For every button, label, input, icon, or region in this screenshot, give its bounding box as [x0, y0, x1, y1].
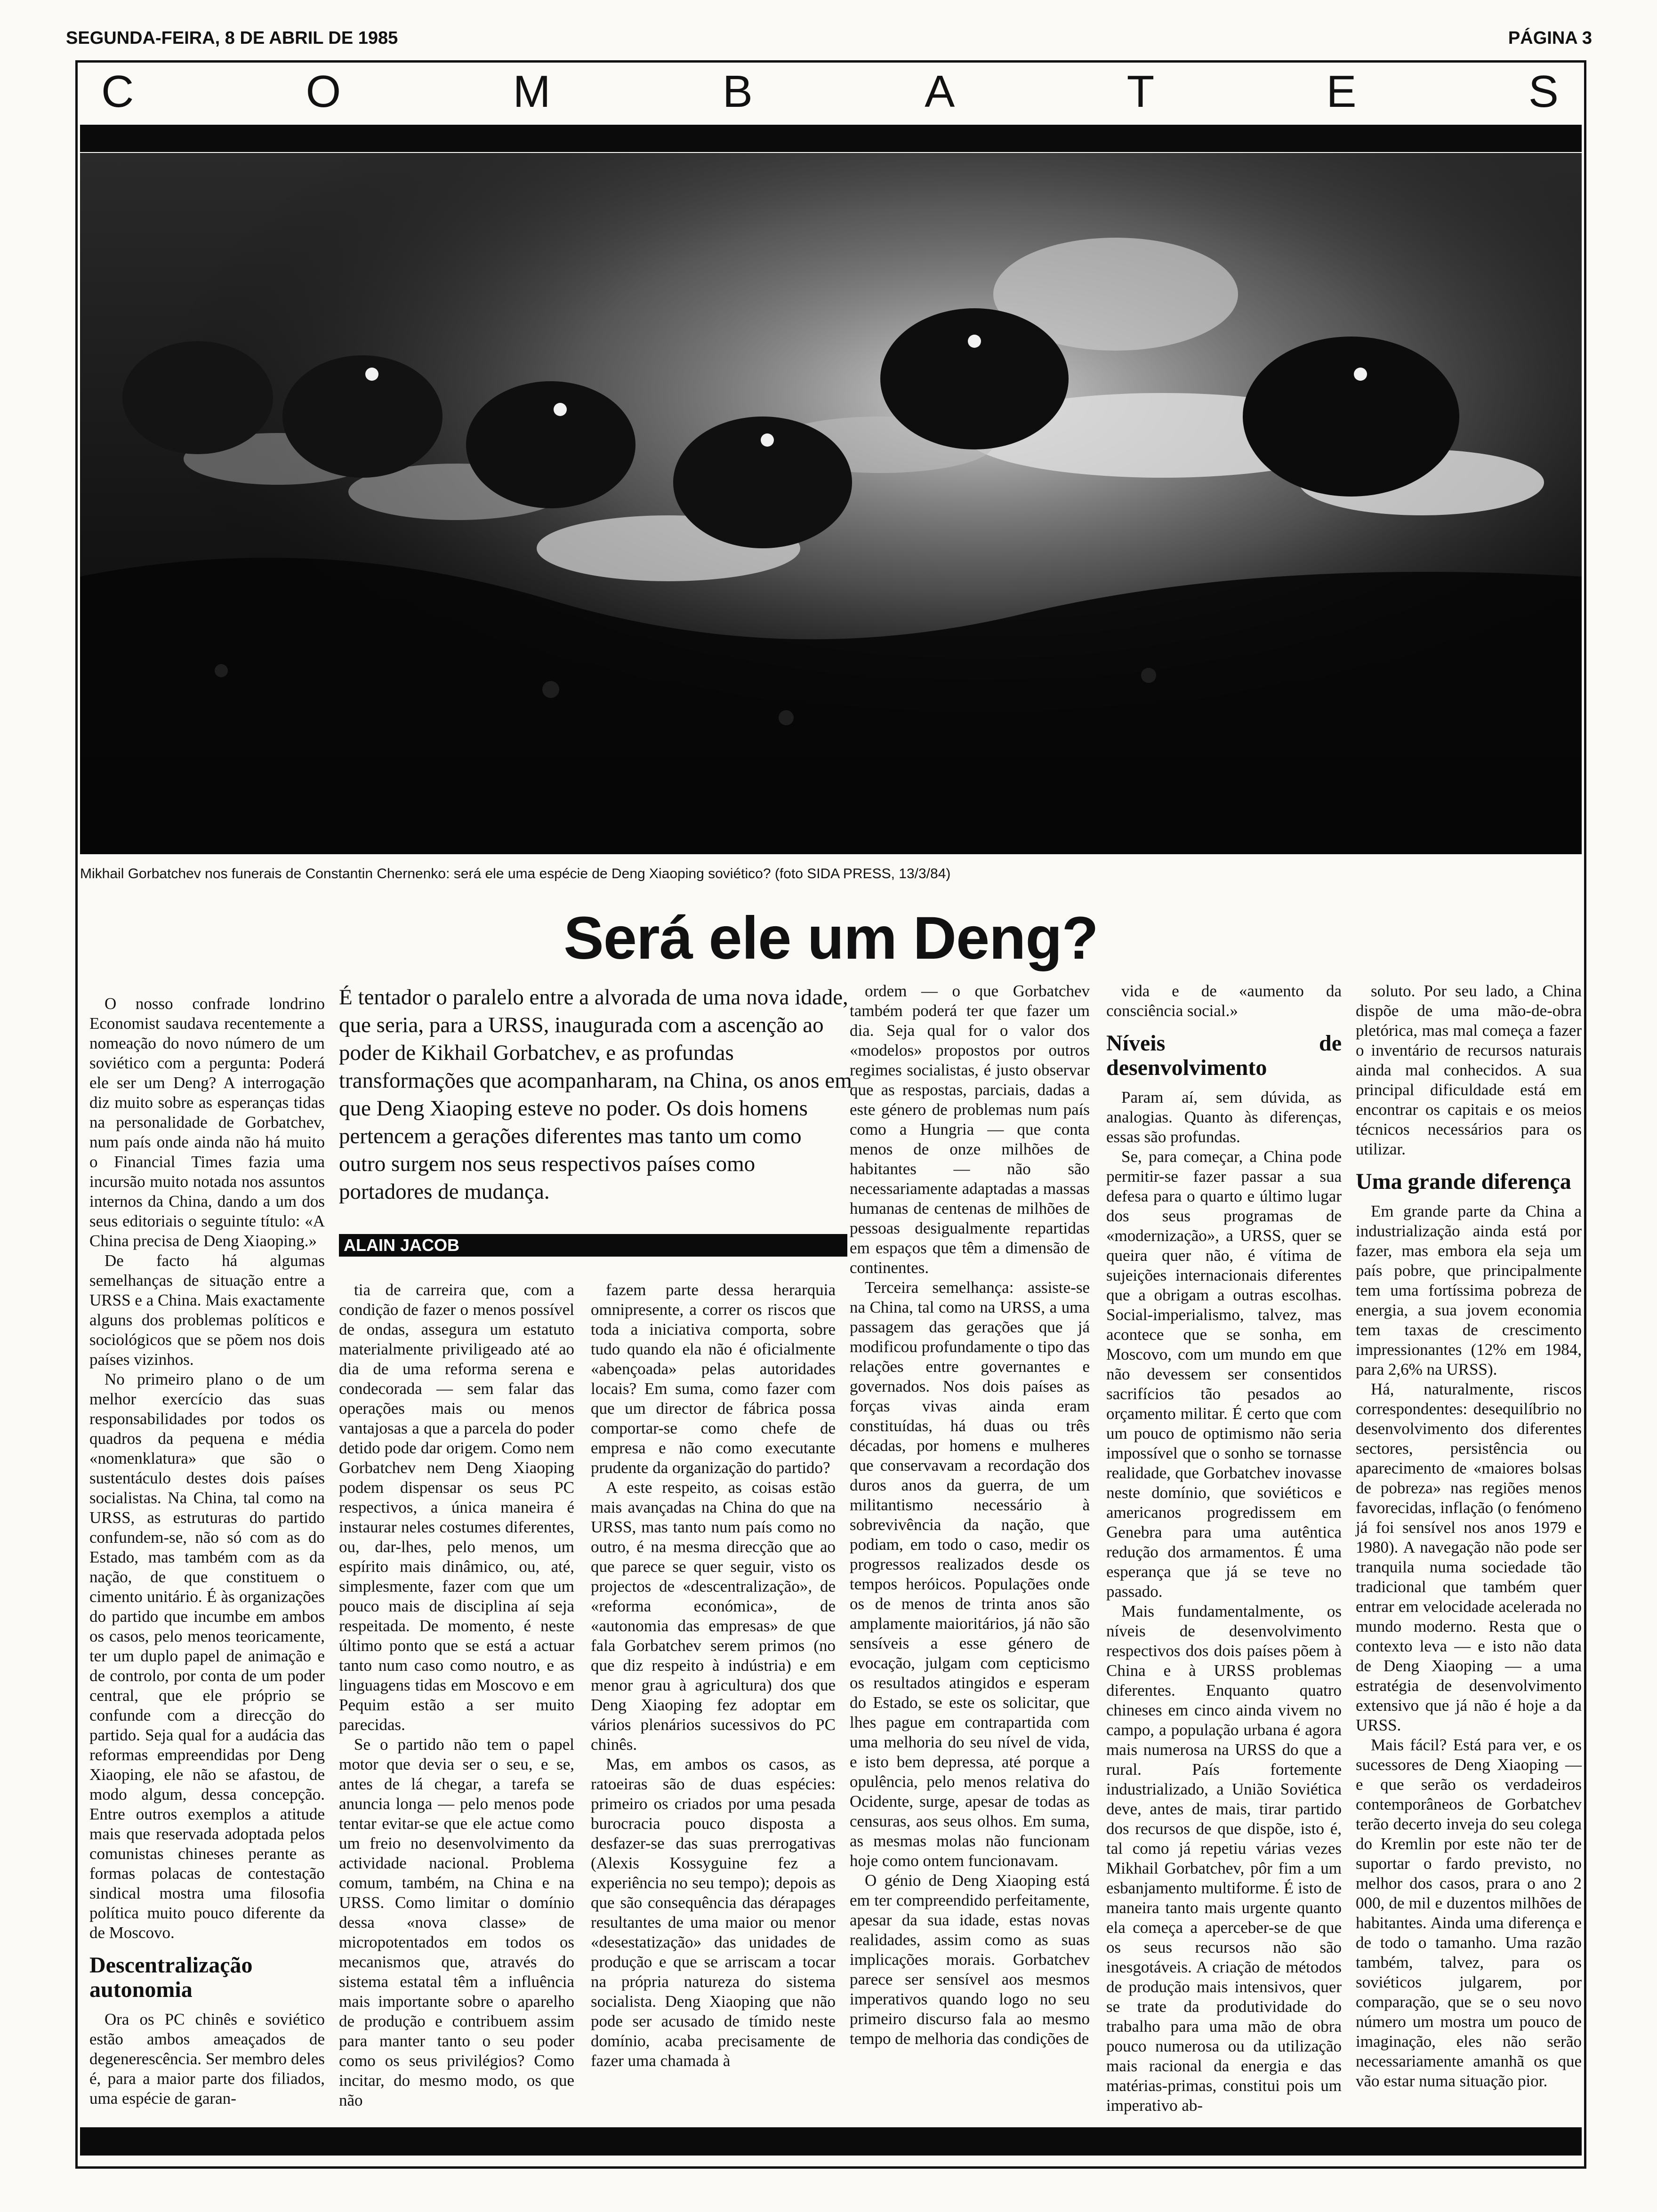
article-column-4 [850, 981, 1090, 2049]
paragraph: vida e de «aumento da consciência social.» [1106, 982, 1342, 1020]
section-letter: C [101, 66, 136, 117]
paragraph: Mais fácil? Está para ver, e os sucessores de Deng Xiaoping — e que serão os verdadeiros contemporâneos de Gorbatchev terão decerto inveja do seu colega do Kremlin por este não ter de suportar o fardo previsto, no melhor dos casos, prara o ano 2 000, de mil e duzentos milhões de habitantes. Ainda uma diferença e de todo o tamanho. Uma razão também, talvez, para os soviéticos julgarem, por comparação, que se o seu novo número um mostra um pouco de imaginação, eles não serão necessariamente amanhã os que vão estar numa situação pior. [1356, 1736, 1582, 2090]
paragraph: No primeiro plano o de um melhor exercício das suas responsabilidades por todos os quadros da pequena e média «nomenklatura» que são o sustentáculo destes dois países socialistas. Na China, tal como na URSS, as estruturas do partido confundem-se, não só com as do Estado, mas também com as da nação, de que constituem o cimento unitário. É às organizações do partido que incumbe em ambos os casos, pelo menos teoricamente, ter um duplo papel de animação e de controlo, por conta de um poder central, que ele próprio se confunde com a direcção do partido. Seja qual for a audácia das reformas empreendidas por Deng Xiaoping, ele não se afastou, de modo algum, dessa concepção. Entre outros exemplos a atitude mais que reservada adoptada pelos comunistas chineses perante as formas polacas de contestação sindical mostra uma filosofia política muito pouco diferente da de Moscovo. [89, 1370, 325, 1942]
subheading: Uma grande diferença [1356, 1169, 1571, 1194]
paragraph: Se o partido não tem o papel motor que devia ser o seu, e se, antes de lá chegar, a tarefa se anuncia longa — pelo menos pode tentar evitar-se que ele actue como um freio no desenvolvimento da actividade nacional. Problema comum, também, na China e na URSS. Como limitar o domínio dessa «nova classe» de micropotentados em todos os mecanismos que, através do sistema estatal têm a influência mais importante sobre o aparelho de produção e contribuem assim para manter tanto o seu poder como os seus privilégios? Como incitar, do mesmo modo, os que não [339, 1735, 574, 2109]
section-letter: B [722, 66, 755, 117]
top-black-rule [80, 125, 1582, 152]
photo-image [80, 153, 1582, 854]
subheading: Descentralização autonomia [89, 1953, 253, 2002]
paragraph: Ora os PC chinês e soviético estão ambos ameaçados de degenerescência. Ser membro deles é, para a maior parte dos filiados, uma espécie de garan- [89, 2010, 325, 2108]
article-column-1 [89, 994, 325, 2108]
paragraph: Há, naturalmente, riscos correspondentes: desequilíbrio no desenvolvimento dos diferentes sectores, persistência ou aparecimento de «maiores bolsas de pobreza» nas regiões menos favorecidas, inflação (o fenómeno já foi sensível nos anos 1979 e 1980). A navegação não pode ser tranquila numa sociedade tão tradicional que também quer entrar em velocidade acelerada no mundo moderno. Resta que o contexto leva — e isto não data de Deng Xiaoping — a uma estratégia de desenvolvimento extensivo que já não é hoje a da URSS. [1356, 1380, 1582, 1734]
paragraph: De facto há algumas semelhanças de situação entre a URSS e a China. Mais exactamente alguns dos problemas políticos e sociológicos que se põem nos dois países vizinhos. [89, 1251, 325, 1369]
paragraph: Param aí, sem dúvida, as analogias. Quanto às diferenças, essas são profundas. [1106, 1088, 1342, 1146]
paragraph: soluto. Por seu lado, a China dispõe de uma mão-de-obra pletórica, mas mal começa a fazer o inventário de recursos naturais ainda mal conhecidos. A sua principal dificuldade está em encontrar os capitais e os meios técnicos necessários para os utilizar. [1356, 982, 1582, 1158]
lead-paragraph: É tentador o paralelo entre a alvorada de uma nova idade, que seria, para a URSS, inaugurada com a ascenção ao poder de Kikhail Gorbatchev, e as profundas transformações que acompanharam, na China, os anos em que Deng Xiaoping esteve no poder. Os dois homens pertencem a gerações diferentes mas tanto um como outro surgem nos seus respectivos países como portadores de mudança. [339, 985, 852, 1204]
section-letter: O [306, 66, 343, 117]
article-column-5 [1106, 981, 1342, 2116]
section-letter: S [1528, 66, 1560, 117]
paragraph: Se, para começar, a China pode permitir-se fazer passar a sua defesa para o quarto e último lugar dos seus programas de «modernização», a URSS, quer se queira quer não, é vítima de sujeições internacionais diferentes que a obrigam a outras escolhas. Social-imperialismo, talvez, mas acontece que se sonha, em Moscovo, com um mundo em que não devessem ser consentidos sacrifícios tão pesados ao orçamento militar. É certo que com um pouco de optimismo não seria impossível que o sonho se tornasse realidade, que Gorbatchev inovasse neste domínio, que soviéticos e americanos progredissem em Genebra para uma autêntica redução dos armamentos. É uma esperança que já se teve no passado. [1106, 1147, 1342, 1601]
photo-caption: Mikhail Gorbatchev nos funerais de Constantin Chernenko: será ele uma espécie de Deng Xiaoping soviético? (foto SIDA PRESS, 13/3/84) [80, 866, 951, 882]
section-letter: M [513, 66, 553, 117]
paragraph: Mas, em ambos os casos, as ratoeiras são de duas espécies: primeiro os criados por uma pesada burocracia pouco disposta a desfazer-se das suas prerrogativas (Alexis Kossyguine fez a experiência no seu tempo); depois as que são consequência das dérapages resultantes de uma maior ou menor «desestatização» das unidades de produção e que se arriscam a tocar na própria natureza do sistema socialista. Deng Xiaoping que não pode ser acusado de tímido neste domínio, acaba precisamente de fazer uma chamada à [591, 1755, 836, 2070]
paragraph: Terceira semelhança: assiste-se na China, tal como na URSS, a uma passagem das gerações que já modificou profundamente o tipo das relações entre governantes e governados. Nos dois países as forças vivas ainda eram constituídas, há duas ou três décadas, por homens e mulheres que conservavam a recordação dos duros anos da guerra, de um militantismo necessário à sobrevivência da nação, que podiam, em todo o caso, medir os progressos realizados desde os tempos heróicos. Populações onde os de menos de trinta anos são amplamente maioritários, já não são sensíveis a esse género de evocação, julgam com cepticismo os resultados atingidos e esperam do Estado, se este os solicitar, que lhes pague em contrapartida com uma melhoria do seu nível de vida, e isto bem depressa, até porque a opulência, pelo menos relativa do Ocidente, surge, apesar de todas as censuras, aos seus olhos. Em suma, as mesmas molas não funcionam hoje como ontem funcionavam. [850, 1278, 1090, 1870]
section-letter: T [1126, 66, 1157, 117]
paragraph: Em grande parte da China a industrialização ainda está por fazer, mas embora ela seja um país pobre, que principalmente tem uma fortíssima pobreza de energia, a sua jovem economia tem taxas de crescimento impressionantes (12% em 1984, para 2,6% na URSS). [1356, 1202, 1582, 1378]
headline: Será ele um Deng? [563, 905, 1098, 972]
subheading: Níveis de desenvolvimento [1106, 1031, 1342, 1080]
funeral-photo [80, 153, 1582, 854]
issue-date: SEGUNDA-FEIRA, 8 DE ABRIL DE 1985 [66, 28, 398, 48]
bottom-black-rule [80, 2127, 1582, 2156]
byline: ALAIN JACOB [339, 1234, 847, 1257]
paragraph: tia de carreira que, com a condição de fazer o menos possível de ondas, assegura um estatuto materialmente priviligeado até ao dia de uma reforma serena e condecorada — sem falar das operações mais ou menos vantajosas a que a parcela do poder detido pode dar origem. Como nem Gorbatchev nem Deng Xiaoping podem dispensar os seus PC respectivos, a única maneira é instaurar neles costumes diferentes, ou, dar-lhes, pelo menos, um espírito mais dinâmico, ou, até, simplesmente, fazer com que um pouco mais de disciplina aí seja respeitada. De momento, é neste último ponto que se está a actuar tanto num caso como noutro, e as linguagens tidas em Moscovo e em Pequim estão a ser muito parecidas. [339, 1281, 574, 1734]
article-column-6 [1356, 981, 1582, 2091]
section-letter: E [1326, 66, 1359, 117]
page-number: PÁGINA 3 [1508, 28, 1592, 48]
paragraph: ordem — o que Gorbatchev também poderá ter que fazer um dia. Seja qual for o valor dos «modelos» propostos por outros regimes socialistas, é justo observar que as respostas, parciais, dadas a este género de problemas num país como a Hungria — que conta menos de onze milhões de habitantes — não são necessariamente adaptadas a massas humanas de centenas de milhões de pessoas desigualmente repartidas em espaços que têm a dimensão de continentes. [850, 982, 1090, 1277]
section-title [78, 66, 1584, 118]
paragraph: fazem parte dessa herarquia omnipresente, a correr os riscos que toda a iniciativa comporta, sobre tudo quando ela não é oficialmente «abençoada» pelas autoridades locais? Em suma, como fazer com que um director de fábrica possa comportar-se como chefe de empresa e não como executante prudente da organização do partido? [591, 1281, 836, 1477]
paragraph: O nosso confrade londrino Economist saudava recentemente a nomeação do novo número de um soviético com a pergunta: Poderá ele ser um Deng? A interrogação diz muito sobre as esperanças tidas na personalidade de Gorbatchev, num país onde ainda não há muito o Financial Times fazia uma incursão muito notada nos assuntos internos da China, dando a um dos seus editoriais o seguinte título: «A China precisa de Deng Xiaoping.» [89, 994, 325, 1250]
article-column-3 [591, 1280, 836, 2071]
section-letter: A [925, 66, 957, 117]
article-column-2 [339, 1280, 574, 2110]
paragraph: A este respeito, as coisas estão mais avançadas na China do que na URSS, mas tanto num país como no outro, é na mesma direcção que ao que parece se quer seguir, visto os projectos de «descentralização», de «reforma económica», de «autonomia das empresas» de que fala Gorbatchev serem primos (no que diz respeito à indústria) e em menor grau à agricultura) dos que Deng Xiaoping fez adoptar em vários plenários sucessivos do PC chinês. [591, 1478, 836, 1754]
paragraph: O génio de Deng Xiaoping está em ter compreendido perfeitamente, apesar da sua idade, estas novas realidades, assim como as suas implicações morais. Gorbatchev parece ser sensível aos mesmos imperativos quando logo no seu primeiro discurso fala ao mesmo tempo de melhoria das condições de [850, 1871, 1090, 2048]
paragraph: Mais fundamentalmente, os níveis de desenvolvimento respectivos dos dois países põem à China e à URSS problemas diferentes. Enquanto quatro chineses em cinco ainda vivem no campo, a população urbana é agora mais numerosa na URSS do que a rural. País fortemente industrializado, a União Soviética deve, antes de mais, tirar partido dos recursos de que dispõe, isto é, tal como já repetiu várias vezes Mikhail Gorbatchev, pôr fim a um esbanjamento multiforme. É isto de maneira tanto mais urgente quanto ela começa a aperceber-se de que os seus recursos não são inesgotáveis. A criação de métodos de produção mais intensivos, quer se trate da produtividade do trabalho para uma mão de obra pouco numerosa ou da utilização mais racional da energia e das matérias-primas, constitui pois um imperativo ab- [1106, 1602, 1342, 2115]
